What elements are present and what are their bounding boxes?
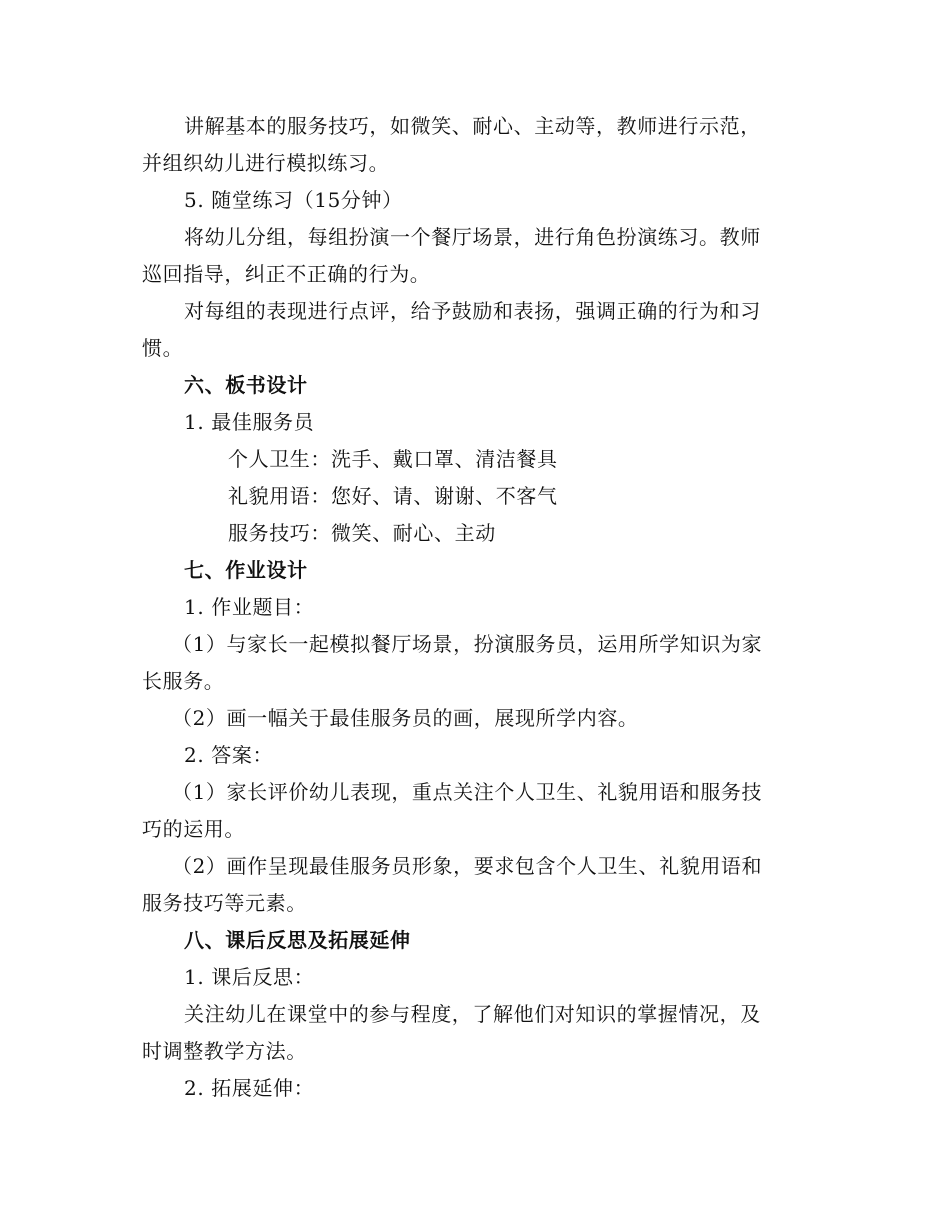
paragraph-line: 对每组的表现进行点评，给予鼓励和表扬，强调正确的行为和习 — [184, 299, 761, 323]
paragraph-line: 长服务。 — [142, 669, 225, 693]
paragraph-line: 并组织幼儿进行模拟练习。 — [142, 151, 390, 175]
list-item: 2. 拓展延伸： — [184, 1076, 315, 1100]
board-item: 服务技巧：微笑、耐心、主动 — [228, 521, 496, 545]
paragraph-line: （1）家长评价幼儿表现，重点关注个人卫生、礼貌用语和服务技 — [172, 780, 763, 804]
paragraph-line: 讲解基本的服务技巧，如微笑、耐心、主动等，教师进行示范， — [184, 114, 761, 138]
paragraph-line: 关注幼儿在课堂中的参与程度，了解他们对知识的掌握情况，及 — [184, 1002, 761, 1026]
paragraph-line: 巡回指导，纠正不正确的行为。 — [142, 262, 431, 286]
list-item: 5. 随堂练习（15分钟） — [184, 188, 403, 212]
board-item: 个人卫生：洗手、戴口罩、清洁餐具 — [228, 447, 558, 471]
paragraph-line: 惯。 — [142, 336, 184, 360]
paragraph-line: 时调整教学方法。 — [142, 1039, 307, 1063]
paragraph-line: 将幼儿分组，每组扮演一个餐厅场景，进行角色扮演练习。教师 — [184, 225, 761, 249]
paragraph-line: （2）画作呈现最佳服务员形象，要求包含个人卫生、礼貌用语和 — [172, 854, 763, 878]
list-item: 1. 课后反思： — [184, 965, 315, 989]
document-body — [142, 108, 812, 1107]
section-heading: 八、课后反思及拓展延伸 — [184, 928, 411, 952]
paragraph-line: 服务技巧等元素。 — [142, 891, 307, 915]
list-item: 1. 最佳服务员 — [184, 410, 315, 434]
paragraph-line: （1）与家长一起模拟餐厅场景，扮演服务员，运用所学知识为家 — [172, 632, 763, 656]
paragraph-line: （2）画一幅关于最佳服务员的画，展现所学内容。 — [172, 706, 639, 730]
section-heading: 七、作业设计 — [184, 558, 308, 582]
paragraph-line: 巧的运用。 — [142, 817, 245, 841]
list-item: 1. 作业题目： — [184, 595, 315, 619]
list-item: 2. 答案： — [184, 743, 274, 767]
section-heading: 六、板书设计 — [184, 373, 308, 397]
board-item: 礼貌用语：您好、请、谢谢、不客气 — [228, 484, 558, 508]
